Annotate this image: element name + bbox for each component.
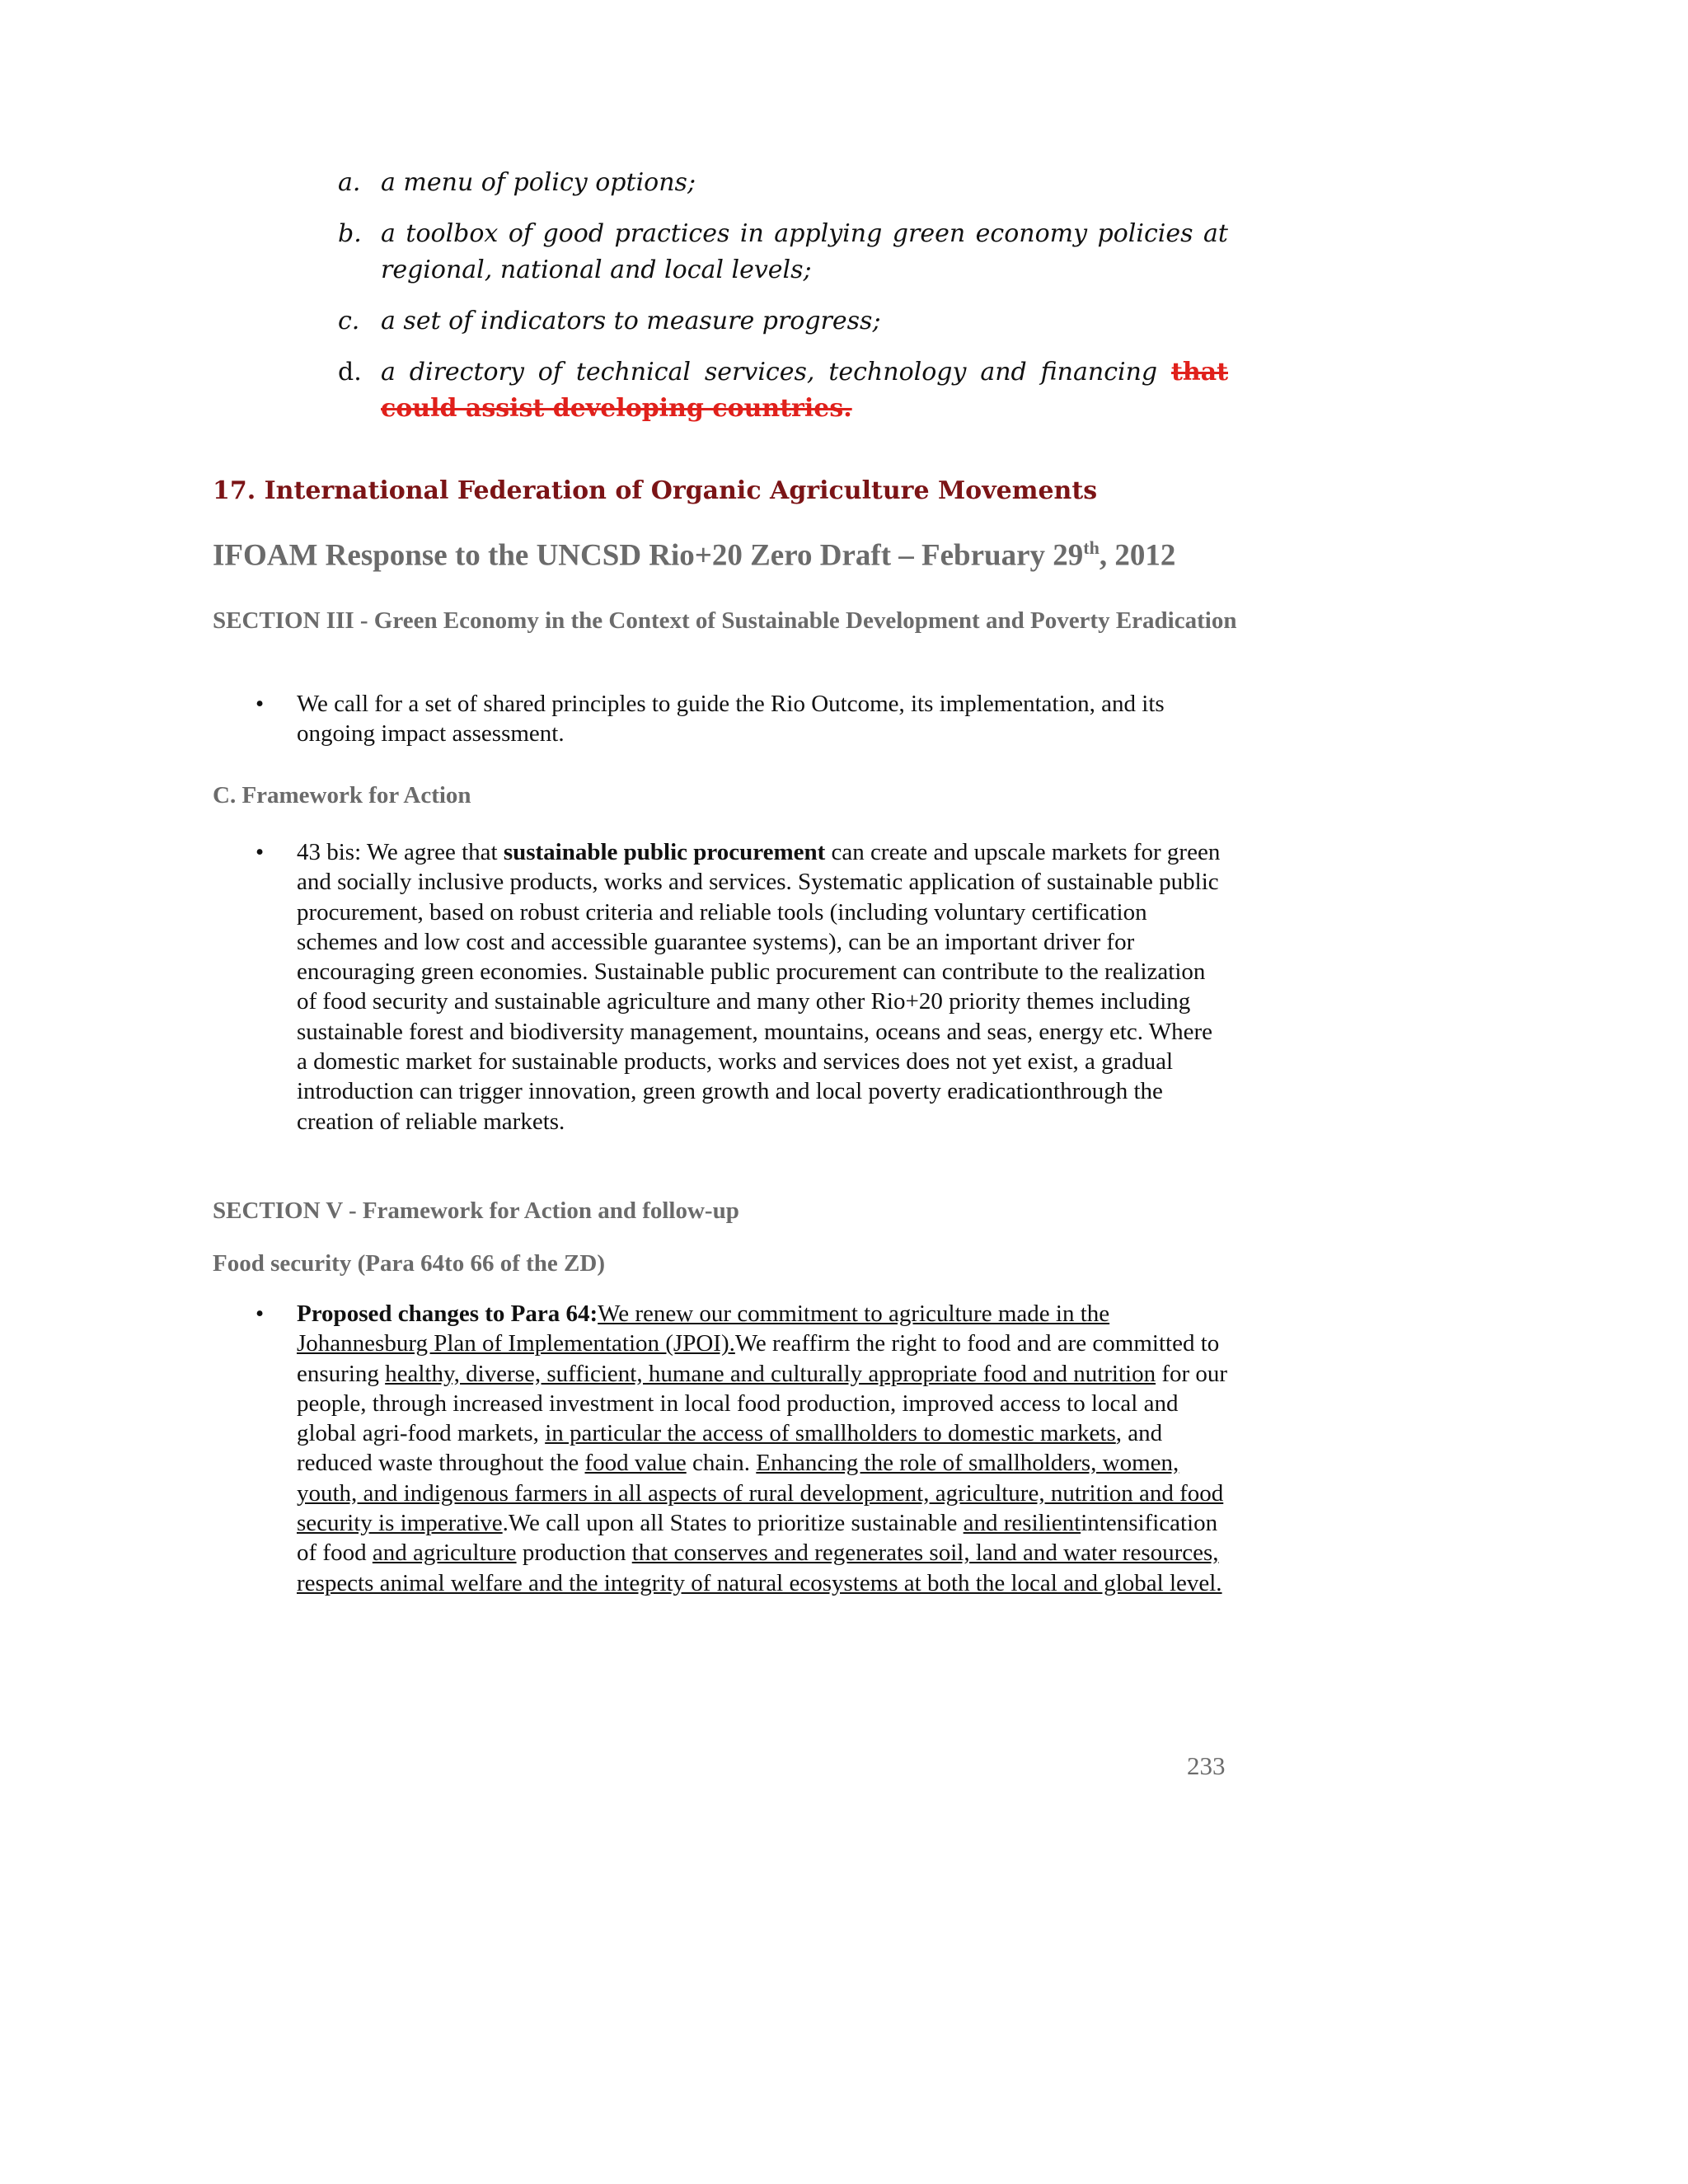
bullet-item — [256, 689, 1228, 749]
list-marker: d. — [338, 358, 362, 387]
bullet-icon: • — [256, 1301, 265, 1327]
recommendation-list — [338, 165, 1228, 442]
title-superscript: th — [1083, 537, 1100, 558]
list-item-text: a directory of technical services, technology and financing — [381, 358, 1172, 387]
list-item-text: a set of indicators to measure progress; — [381, 307, 881, 335]
list-item-text: a menu of policy options; — [381, 168, 696, 197]
food-security-subheading: Food security (Para 64to 66 of the ZD) — [213, 1250, 605, 1277]
inserted-text: in particular the access of smallholders to domestic markets — [545, 1420, 1116, 1447]
framework-heading: C. Framework for Action — [213, 782, 471, 808]
bullet-text: , and reduced waste throughout the — [297, 1420, 1163, 1477]
list-item-text: a toolbox of good practices in applying green economy policies at regional, national and local levels; — [381, 219, 1228, 284]
list-marker: a. — [338, 168, 361, 197]
section-heading-17: 17. International Federation of Organic Agriculture Movements — [213, 476, 1098, 505]
bullet-icon: • — [256, 691, 265, 717]
inserted-text: food value — [584, 1450, 687, 1477]
inserted-text: We renew our commitment to agriculture made in the Johannesburg Plan of Implementation (JPOI). — [297, 1301, 1110, 1357]
deleted-text: that could assist developing countries. — [381, 358, 1228, 423]
inserted-text: healthy, diverse, sufficient, humane and culturally appropriate food and nutrition — [385, 1360, 1156, 1387]
bullet-text: chain. — [686, 1450, 757, 1477]
title-year: , 2012 — [1099, 538, 1176, 573]
bullet-text: We call for a set of shared principles to guide the Rio Outcome, its implementation, and its ongoing impact assessment. — [297, 691, 1165, 748]
page-number: 233 — [1187, 1751, 1226, 1780]
bullet-text: We reaffirm the right to food and are committed to ensuring — [297, 1330, 1220, 1387]
bullet-text: for our people, through increased investment in local food production, improved access to local and global agri-food markets, — [297, 1360, 1228, 1447]
list-item — [338, 303, 1228, 340]
bullet-text: can create and upscale markets for green and socially inclusive products, works and services. Systematic application of sustainable public procurement, based on robust criteria and reliable tools (including voluntary certification schemes and low cost and accessible guarantee systems), can be an important driver for encouraging green economies. Sustainable public procurement can contribute to the realization of food security and sustainable agriculture and many other Rio+20 priority themes including sustainable forest and biodiversity management, mountains, oceans and seas, energy etc. Where a domestic market for sustainable products, works and services does not yet exist, a gradual introduction can trigger innovation, green growth and local poverty eradicationthrough the creation of reliable markets. — [297, 839, 1221, 1135]
list-marker: c. — [338, 307, 360, 335]
bold-phrase: Proposed changes to Para 64: — [297, 1301, 598, 1327]
inserted-text: and resilient — [963, 1510, 1081, 1537]
section-v-heading: SECTION V - Framework for Action and follow-up — [213, 1197, 739, 1224]
bullet-text: intensification of food — [297, 1510, 1218, 1567]
list-item — [338, 216, 1228, 288]
bullet-item — [256, 837, 1228, 1137]
bullet-text: production — [516, 1540, 632, 1567]
bullet-item — [256, 1299, 1228, 1598]
inserted-text: that conserves and regenerates soil, land and water resources, respects animal welfare and the integrity of natural ecosystems at both the local and global level. — [297, 1540, 1222, 1596]
title-text: IFOAM Response to the UNCSD Rio+20 Zero Draft – February 29 — [213, 538, 1084, 573]
bullet-icon: • — [256, 839, 265, 865]
bullet-text: .We call upon all States to prioritize sustainable — [502, 1510, 964, 1537]
bold-phrase: sustainable public procurement — [503, 839, 826, 865]
list-item — [338, 354, 1228, 427]
inserted-text: and agriculture — [372, 1540, 517, 1567]
list-marker: b. — [338, 219, 362, 248]
bullet-text: 43 bis: We agree that — [297, 839, 504, 865]
inserted-text: Enhancing the role of smallholders, women, youth, and indigenous farmers in all aspects of rural development, agriculture, nutrition and food security is imperative — [297, 1450, 1224, 1537]
list-item — [338, 165, 1228, 201]
document-title — [213, 537, 1175, 573]
section-iii-heading: SECTION III - Green Economy in the Context of Sustainable Development and Poverty Eradication — [213, 607, 1237, 634]
